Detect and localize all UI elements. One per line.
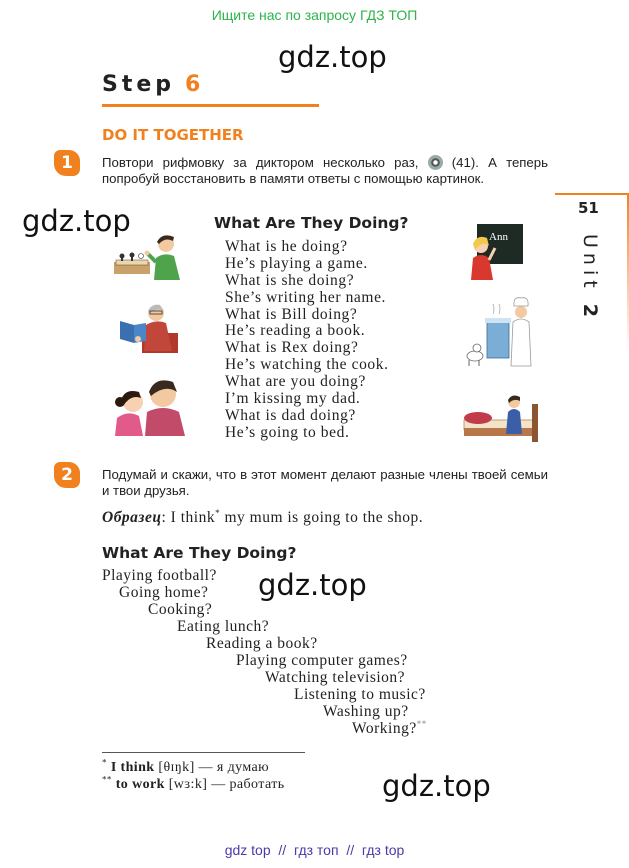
bottom-links[interactable]: gdz top // гдз топ // гдз top bbox=[224, 842, 405, 858]
activity-item: Watching television? bbox=[265, 669, 406, 686]
example-sentence: Образец: I think* my mum is going to the shop. bbox=[102, 507, 424, 526]
unit-word: Unit bbox=[579, 234, 601, 293]
step-underline bbox=[102, 104, 319, 107]
task1-text-before: Повтори рифмовку за диктором несколько раз, bbox=[102, 155, 419, 170]
footnote bbox=[102, 757, 269, 776]
girl-kissing-dad-illustration bbox=[111, 372, 189, 438]
top-banner[interactable]: Ищите нас по запросу ГДЗ ТОП bbox=[211, 7, 418, 23]
poem-line: What is dad doing? bbox=[225, 406, 356, 424]
list-title: What Are They Doing? bbox=[102, 544, 297, 562]
poem-line: He’s reading a book. bbox=[225, 322, 366, 340]
poem bbox=[225, 239, 389, 442]
footnote-divider bbox=[102, 752, 305, 753]
example-before: I think bbox=[170, 509, 216, 526]
example-after: my mum is going to the shop. bbox=[224, 509, 424, 526]
poem-line: What is he doing? bbox=[225, 238, 348, 255]
activity-item bbox=[352, 720, 427, 738]
footnote-term: I think bbox=[110, 760, 155, 775]
task1-instruction bbox=[102, 155, 548, 187]
unit-label bbox=[579, 234, 601, 322]
footnote-translation: — работать bbox=[211, 777, 285, 792]
watermark: gdz.top bbox=[22, 204, 131, 238]
poem-line: He’s going to bed. bbox=[225, 423, 350, 441]
activity-item: Going home? bbox=[119, 584, 209, 601]
footnote-translation: — я думаю bbox=[198, 760, 269, 775]
man-reading-book-illustration bbox=[112, 295, 184, 355]
board-text: Ann bbox=[489, 231, 508, 243]
poem-line: What is Bill doing? bbox=[225, 305, 358, 323]
task1-text-after: (41). А теперь попробуй восстановить в памяти ответы с помощью картинок. bbox=[102, 155, 548, 186]
example-label: Образец bbox=[102, 509, 162, 526]
footnote bbox=[102, 774, 285, 793]
activity-item: Cooking? bbox=[148, 601, 213, 618]
activity-item: Reading a book? bbox=[206, 635, 318, 652]
poem-line: She’s writing her name. bbox=[225, 288, 387, 306]
boy-playing-chess-illustration bbox=[110, 222, 186, 284]
poem-line: What are you doing? bbox=[225, 373, 366, 391]
activity-item: Washing up? bbox=[323, 703, 409, 720]
activity-item: Eating lunch? bbox=[177, 618, 270, 635]
footnote-transcription: [θɪŋk] bbox=[158, 760, 195, 775]
task-number-badge: 2 bbox=[54, 462, 80, 488]
poem-line: He’s playing a game. bbox=[225, 254, 368, 272]
activity-item: Playing football? bbox=[102, 567, 217, 584]
watermark: gdz.top bbox=[278, 40, 387, 74]
unit-number: 2 bbox=[579, 303, 601, 322]
poem-title: What Are They Doing? bbox=[214, 214, 409, 232]
poem-line: What is she doing? bbox=[225, 271, 355, 289]
activity-item: Playing computer games? bbox=[236, 652, 408, 669]
poem-line: I’m kissing my dad. bbox=[225, 390, 361, 408]
page-number: 51 bbox=[578, 199, 599, 217]
audio-cd-icon[interactable] bbox=[428, 155, 443, 170]
poem-line: He’s watching the cook. bbox=[225, 356, 389, 374]
section-title: DO IT TOGETHER bbox=[102, 126, 244, 144]
footnote-term: to work bbox=[115, 777, 165, 792]
dad-going-to-bed-illustration bbox=[460, 390, 544, 446]
dog-watching-cook-illustration bbox=[463, 292, 541, 372]
activity-item-text: Working? bbox=[352, 720, 417, 737]
task-number-badge: 1 bbox=[54, 150, 80, 176]
footnote-transcription: [wɜ:k] bbox=[168, 777, 208, 792]
footnote-mark: ** bbox=[416, 718, 427, 729]
footnote-mark: * bbox=[215, 507, 221, 518]
step-number: 6 bbox=[185, 72, 205, 97]
girl-at-blackboard-illustration bbox=[465, 220, 525, 282]
poem-line: What is Rex doing? bbox=[225, 339, 359, 357]
watermark: gdz.top bbox=[382, 769, 491, 803]
step-label: Step bbox=[102, 72, 176, 97]
footnote-mark: * bbox=[102, 757, 107, 768]
task2-instruction: Подумай и скажи, что в этот момент делают разные члены твоей семьи и твои друзья. bbox=[102, 467, 548, 498]
activity-item: Listening to music? bbox=[294, 686, 426, 703]
step-title bbox=[102, 72, 204, 97]
footnote-mark: ** bbox=[102, 774, 112, 785]
watermark: gdz.top bbox=[258, 568, 367, 602]
